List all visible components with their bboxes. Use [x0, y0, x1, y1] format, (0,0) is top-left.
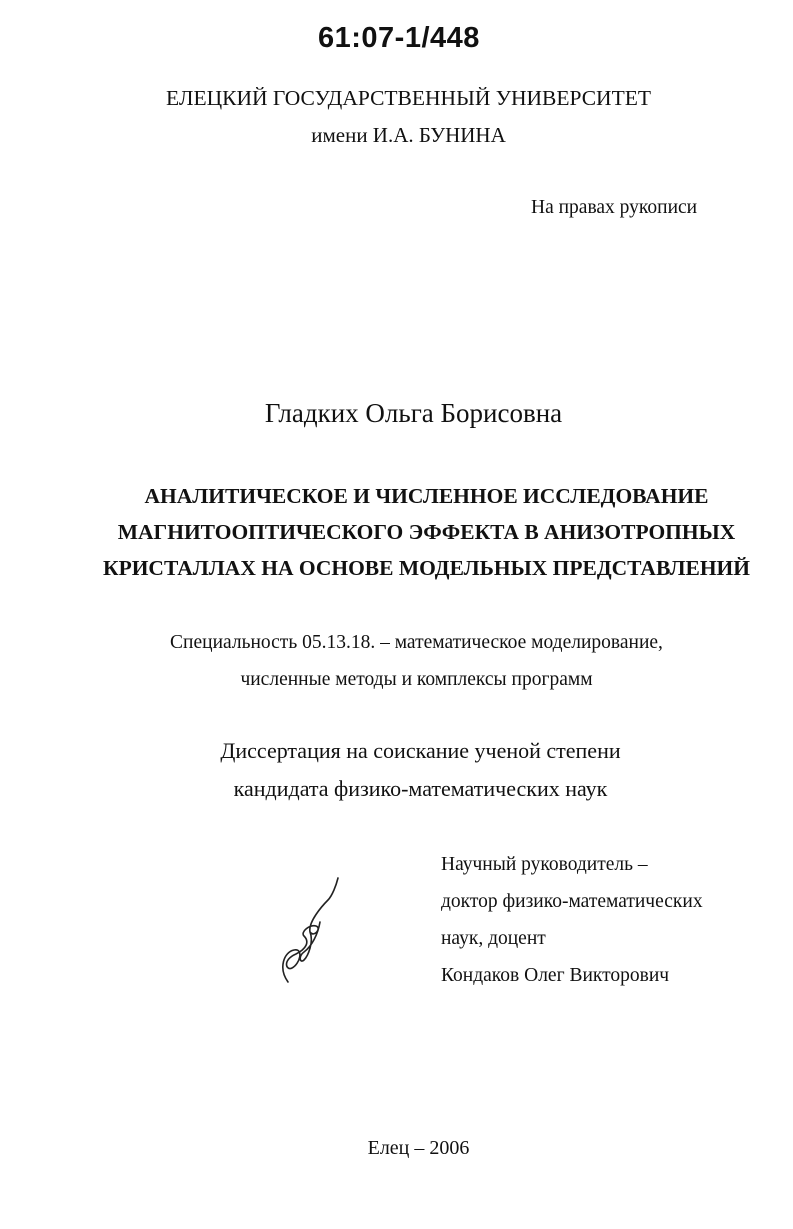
title-line: АНАЛИТИЧЕСКОЕ И ЧИСЛЕННОЕ ИССЛЕДОВАНИЕ [144, 484, 709, 508]
specialty-line: численные методы и комплексы программ [240, 669, 593, 690]
university-name: ЕЛЕЦКИЙ ГОСУДАРСТВЕННЫЙ УНИВЕРСИТЕТ [166, 86, 651, 110]
dissertation-title [30, 478, 793, 586]
supervisor-block [441, 846, 703, 994]
supervisor-line: наук, доцент [441, 928, 546, 949]
university-named-after: имени И.А. БУНИНА [311, 123, 506, 147]
degree-line: кандидата физико-математических наук [233, 776, 608, 801]
specialty [20, 624, 793, 698]
title-line: КРИСТАЛЛАХ НА ОСНОВЕ МОДЕЛЬНЫХ ПРЕДСТАВЛЕНИЙ [102, 556, 750, 580]
supervisor-name: Кондаков Олег Викторович [441, 965, 670, 986]
title-line: МАГНИТООПТИЧЕСКОГО ЭФФЕКТА В АНИЗОТРОПНЫХ [117, 520, 736, 544]
catalog-number: 61:07-1/448 [318, 22, 480, 54]
city-year: Елец – 2006 [367, 1137, 470, 1159]
degree-line: Диссертация на соискание ученой степени [220, 738, 621, 763]
degree-statement [24, 732, 793, 808]
author-name: Гладких Ольга Борисовна [264, 398, 563, 428]
rights-note: На правах рукописи [531, 197, 698, 218]
supervisor-line: доктор физико-математических [441, 891, 703, 912]
signature-image [270, 872, 350, 992]
specialty-line: Специальность 05.13.18. – математическое моделирование, [170, 632, 663, 653]
supervisor-line: Научный руководитель – [441, 854, 648, 875]
